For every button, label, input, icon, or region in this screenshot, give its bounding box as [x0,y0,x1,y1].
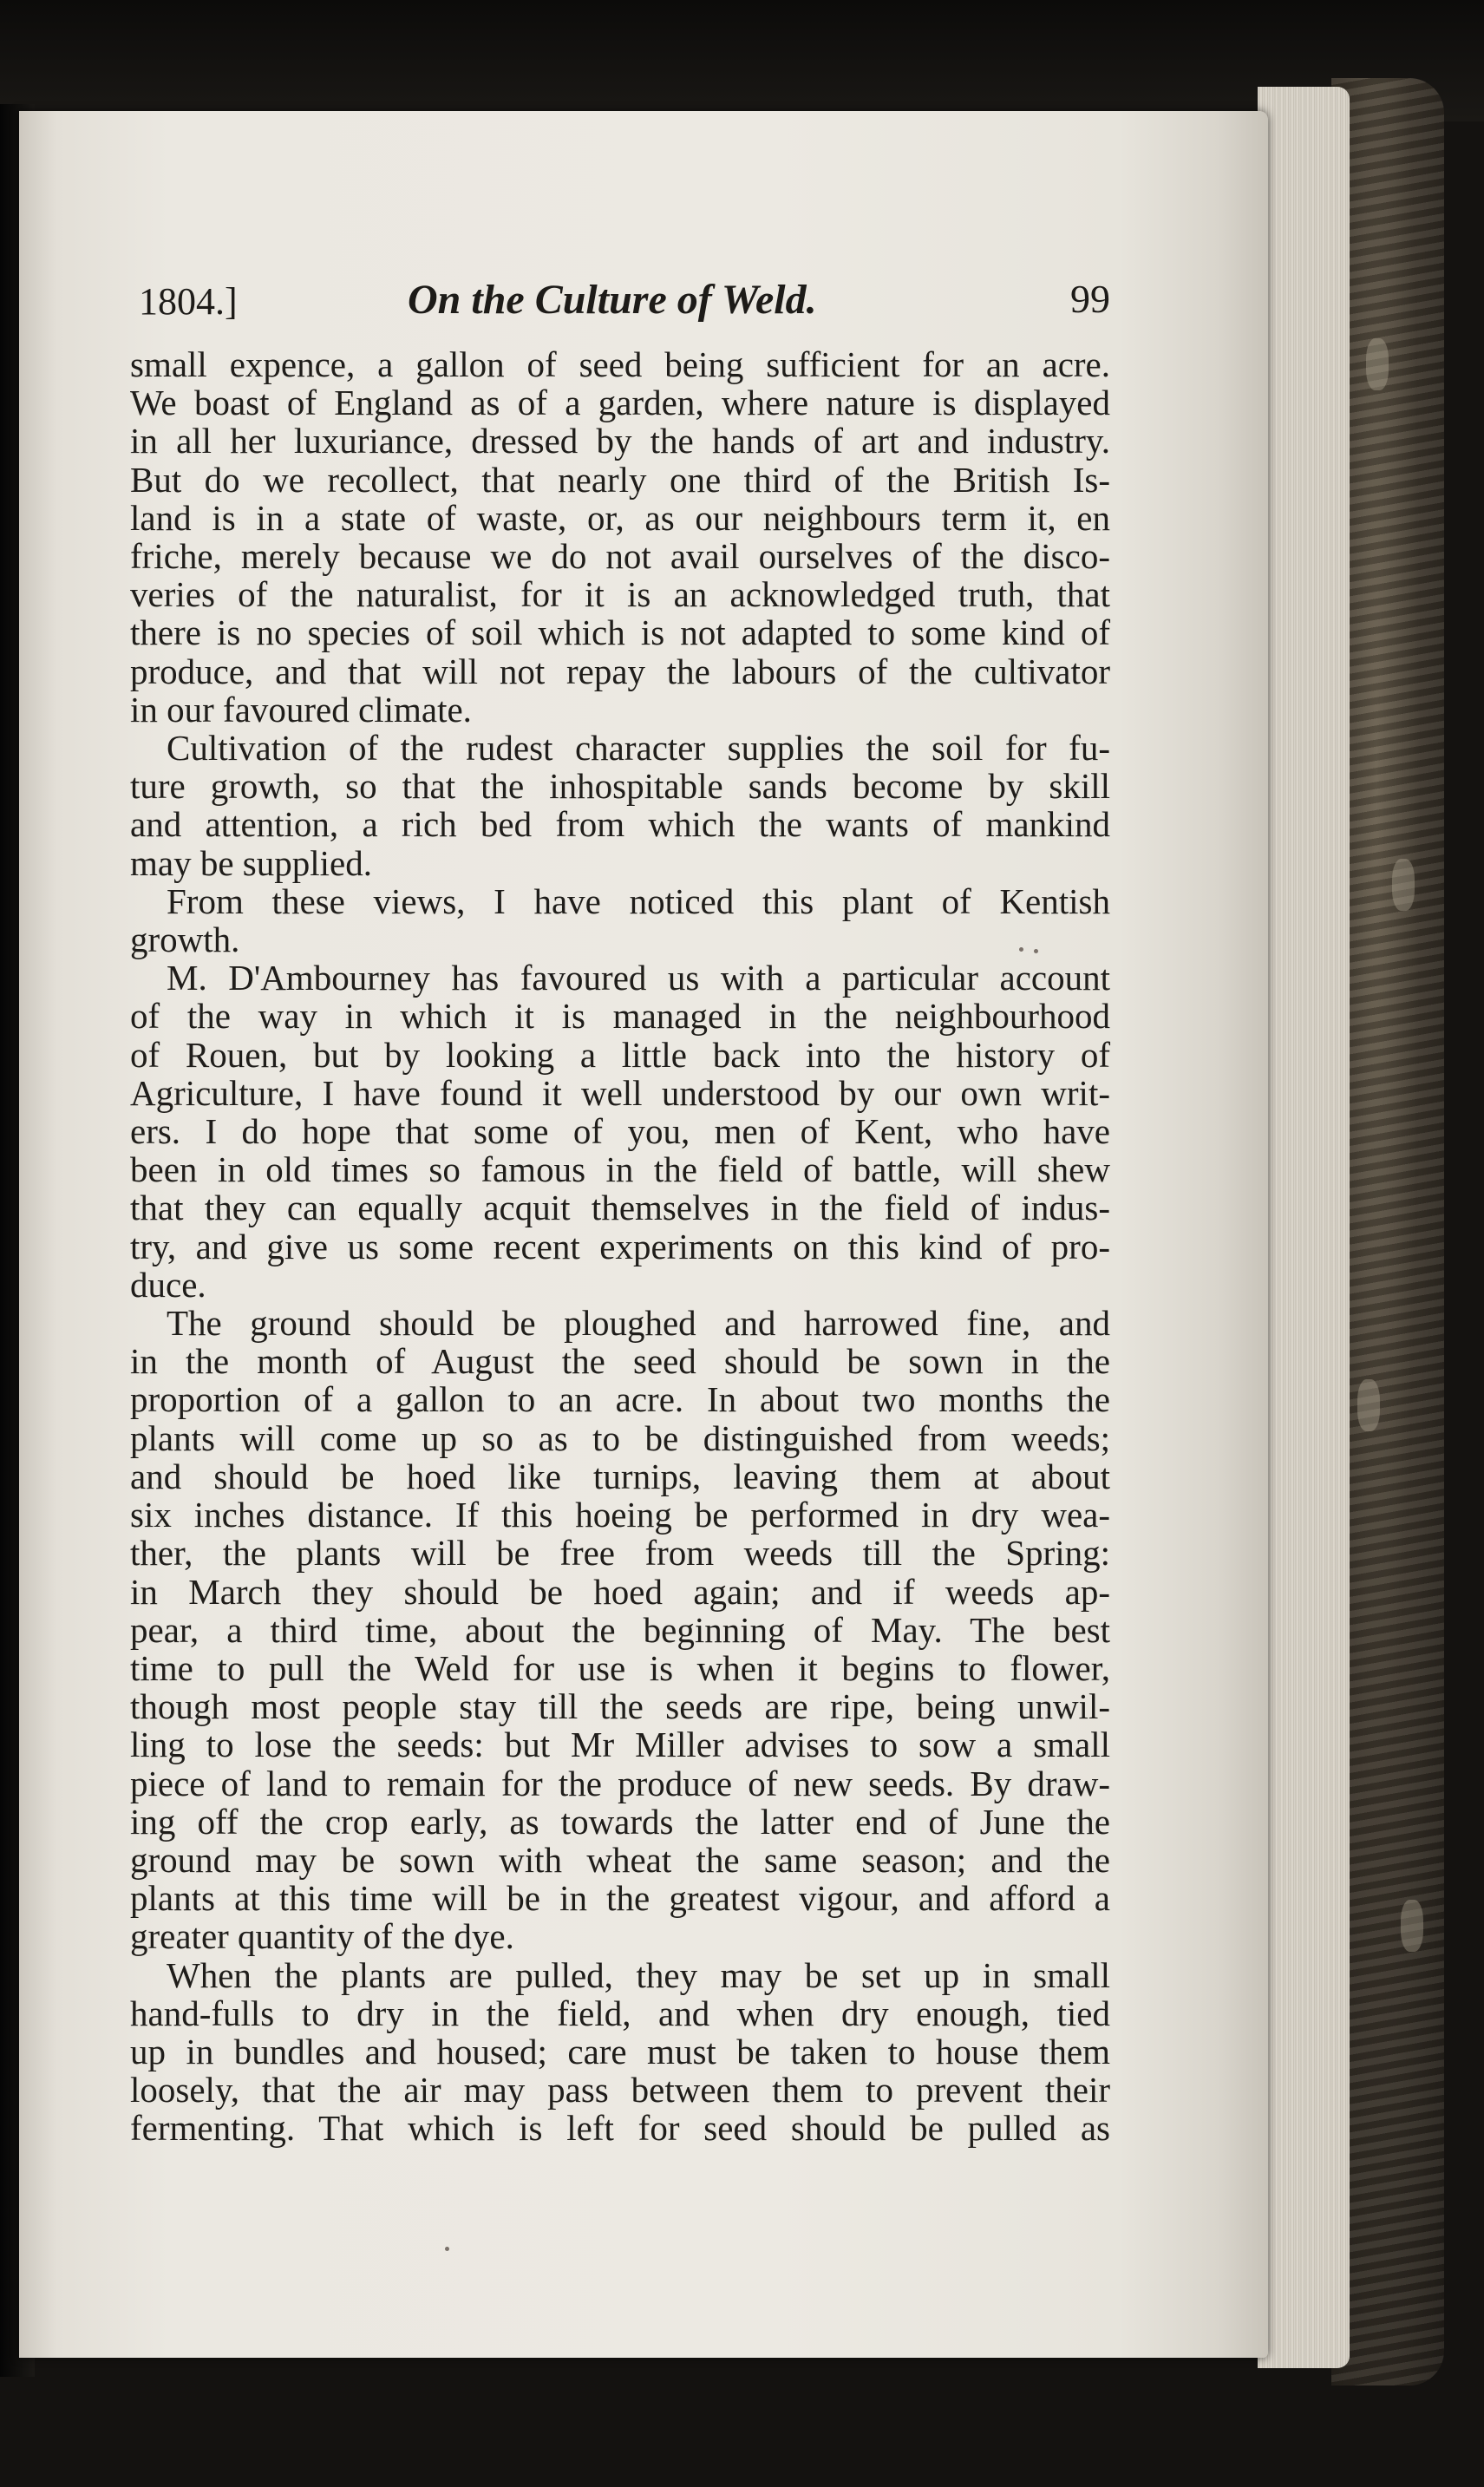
text-line: duce. [130,1264,206,1305]
text-line: hand-fulls to dry in the field, and when dry enough, tied [130,1993,1110,2033]
text-line: of the way in which it is managed in the neighbourhood [130,996,1110,1037]
text-line: up in bundles and housed; care must be taken to house them [130,2031,1110,2071]
text-line: time to pull the Weld for use is when it begins to flower, [130,1647,1110,1688]
text-line: plants will come up so as to be distinguished from weeds; [130,1417,1110,1458]
text-line: From these views, I have noticed this plant of Kentish [167,880,1110,921]
text-line: in the month of August the seed should be sown in the [130,1341,1110,1382]
text-line: in our favoured climate. [130,689,472,730]
text-line: greater quantity of the dye. [130,1916,514,1957]
text-line: ing off the crop early, as towards the latter end of June the [130,1801,1110,1842]
header-year: 1804.] [139,280,238,323]
text-line: ther, the plants will be free from weeds till the Spring: [130,1533,1110,1574]
text-line: fermenting. That which is left for seed should be pulled as [130,2108,1110,2149]
running-header [139,276,1110,328]
body-text [130,345,1110,2148]
text-line: produce, and that will not repay the labours of the cultivator [130,651,1110,691]
text-line: been in old times so famous in the field of battle, will shew [130,1149,1110,1190]
page-edges [1258,87,1350,2368]
text-line: loosely, that the air may pass between them to prevent their [130,2070,1110,2111]
text-line: may be supplied. [130,842,372,883]
text-line: We boast of England as of a garden, where nature is displayed [130,383,1110,423]
paper-speck [1034,949,1038,953]
text-line: The ground should be ploughed and harrowed fine, and [167,1303,1110,1344]
text-line: M. D'Ambourney has favoured us with a particular account [167,958,1110,998]
text-line: plants at this time will be in the greatest vigour, and afford a [130,1878,1110,1919]
text-line: six inches distance. If this hoeing be performed in dry wea- [130,1495,1110,1535]
text-line: Cultivation of the rudest character supplies the soil for fu- [167,728,1110,769]
text-line: ers. I do hope that some of you, men of Kent, who have [130,1111,1110,1152]
text-line: proportion of a gallon to an acre. In about two months the [130,1379,1110,1420]
text-line: of Rouen, but by looking a little back into the history of [130,1034,1110,1075]
text-line: growth. [130,920,240,960]
binding-mark [1366,338,1389,390]
text-line: in March they should be hoed again; and if weeds ap- [130,1571,1110,1612]
text-line: But do we recollect, that nearly one third of the British Is- [130,459,1110,500]
binding-mark [1401,1900,1423,1952]
text-line: pear, a third time, about the beginning of May. The best [130,1609,1110,1650]
text-line: When the plants are pulled, they may be set up in small [167,1954,1110,1995]
text-line: ture growth, so that the inhospitable sands become by skill [130,766,1110,807]
text-line: friche, merely because we do not avail ourselves of the disco- [130,536,1110,577]
page-number: 99 [1070,277,1110,321]
text-line: veries of the naturalist, for it is an acknowledged truth, that [130,574,1110,615]
binding-mark [1357,1379,1380,1431]
text-line: there is no species of soil which is not adapted to some kind of [130,612,1110,653]
text-line: ground may be sown with wheat the same season; and the [130,1839,1110,1880]
paper-speck [1019,947,1023,952]
text-line: though most people stay till the seeds are ripe, being unwil- [130,1686,1110,1727]
text-line: try, and give us some recent experiments on this kind of pro- [130,1226,1110,1266]
running-title: On the Culture of Weld. [408,277,817,323]
text-line: land is in a state of waste, or, as our neighbours term it, en [130,497,1110,538]
binding-mark [1392,859,1415,911]
paper-speck [445,2247,449,2251]
text-line: small expence, a gallon of seed being sufficient for an acre. [130,344,1110,384]
text-line: and attention, a rich bed from which the wants of mankind [130,804,1110,845]
text-line: Agriculture, I have found it well understood by our own writ- [130,1072,1110,1113]
text-line: and should be hoed like turnips, leaving them at about [130,1456,1110,1496]
text-line: piece of land to remain for the produce of new seeds. By draw- [130,1763,1110,1803]
text-line: that they can equally acquit themselves in the field of indus- [130,1188,1110,1228]
text-line: in all her luxuriance, dressed by the hands of art and industry. [130,421,1110,461]
text-line: ling to lose the seeds: but Mr Miller advises to sow a small [130,1725,1110,1765]
